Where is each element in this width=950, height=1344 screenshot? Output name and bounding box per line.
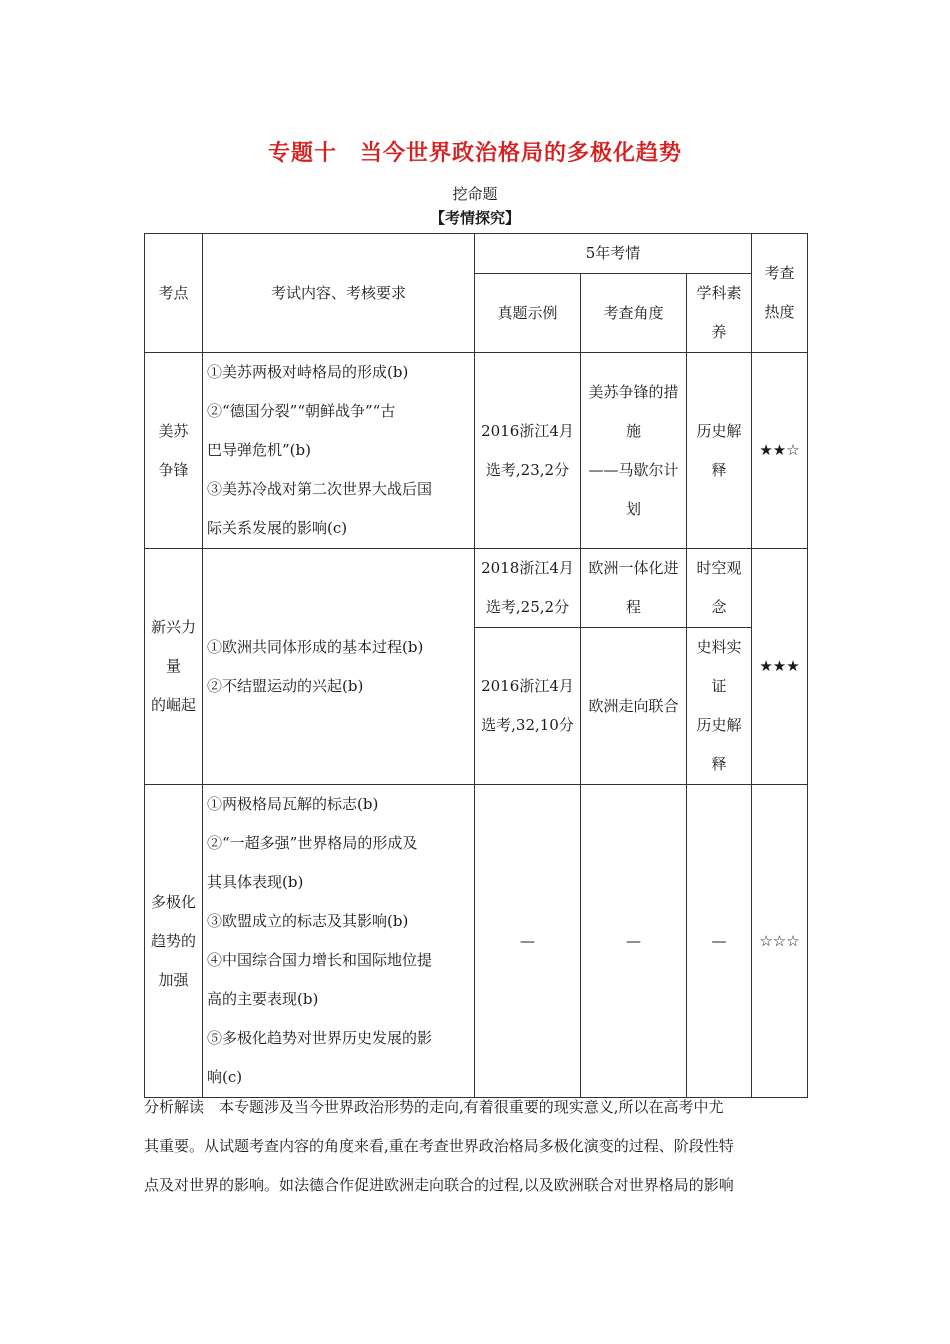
content-cell: ①欧洲共同体形成的基本过程(b) ②不结盟运动的兴起(b)	[203, 549, 475, 785]
point-cell: 多极化 趋势的 加强	[145, 785, 203, 1098]
heat-rating: ★★☆	[752, 353, 808, 549]
example-cell: 2018浙江4月 选考,25,2分	[475, 549, 581, 628]
header-example: 真题示例	[475, 274, 581, 353]
section-heading: 【考情探究】	[429, 209, 520, 227]
header-angle: 考查角度	[581, 274, 687, 353]
table-row	[145, 353, 808, 549]
point-cell: 美苏 争锋	[145, 353, 203, 549]
analysis-label: 分析解读	[144, 1098, 205, 1116]
content-cell: ①美苏两极对峙格局的形成(b) ②“德国分裂”“朝鲜战争”“古 巴导弹危机”(b) ③美苏冷战对第二次世界大战后国 际关系发展的影响(c)	[203, 353, 475, 549]
table-row	[145, 549, 808, 628]
table-row	[145, 785, 808, 1098]
literacy-cell: 时空观 念	[687, 549, 752, 628]
header-five-years: 5年考情	[475, 234, 752, 274]
example-cell: —	[475, 785, 581, 1098]
content-cell: ①两极格局瓦解的标志(b) ②“一超多强”世界格局的形成及 其具体表现(b) ③欧盟成立的标志及其影响(b) ④中国综合国力增长和国际地位提 高的主要表现(b) ⑤多极化趋势对世界历史发展的影 响(c)	[203, 785, 475, 1098]
header-literacy: 学科素 养	[687, 274, 752, 353]
heat-rating: ☆☆☆	[752, 785, 808, 1098]
literacy-cell: 历史解 释	[687, 353, 752, 549]
analysis-line: 本专题涉及当今世界政治形势的走向,有着很重要的现实意义,所以在高考中尤	[219, 1098, 724, 1116]
exam-table	[144, 233, 808, 1098]
header-content: 考试内容、考核要求	[203, 234, 475, 353]
analysis-paragraph	[144, 1088, 807, 1205]
point-cell: 新兴力 量 的崛起	[145, 549, 203, 785]
angle-cell: —	[581, 785, 687, 1098]
angle-cell: 欧洲一体化进 程	[581, 549, 687, 628]
heat-rating: ★★★	[752, 549, 808, 785]
analysis-line: 其重要。从试题考查内容的角度来看,重在考查世界政治格局多极化演变的过程、阶段性特	[144, 1137, 734, 1155]
example-cell: 2016浙江4月 选考,32,10分	[475, 628, 581, 785]
page-title: 专题十 当今世界政治格局的多极化趋势	[267, 141, 682, 166]
literacy-cell: 史料实 证 历史解 释	[687, 628, 752, 785]
header-heat: 考查 热度	[752, 234, 808, 353]
analysis-line: 点及对世界的影响。如法德合作促进欧洲走向联合的过程,以及欧洲联合对世界格局的影响	[144, 1176, 734, 1194]
subtitle: 挖命题	[452, 185, 498, 203]
angle-cell: 欧洲走向联合	[581, 628, 687, 785]
literacy-cell: —	[687, 785, 752, 1098]
header-point: 考点	[145, 234, 203, 353]
angle-cell: 美苏争锋的措 施 ——马歇尔计 划	[581, 353, 687, 549]
example-cell: 2016浙江4月 选考,23,2分	[475, 353, 581, 549]
